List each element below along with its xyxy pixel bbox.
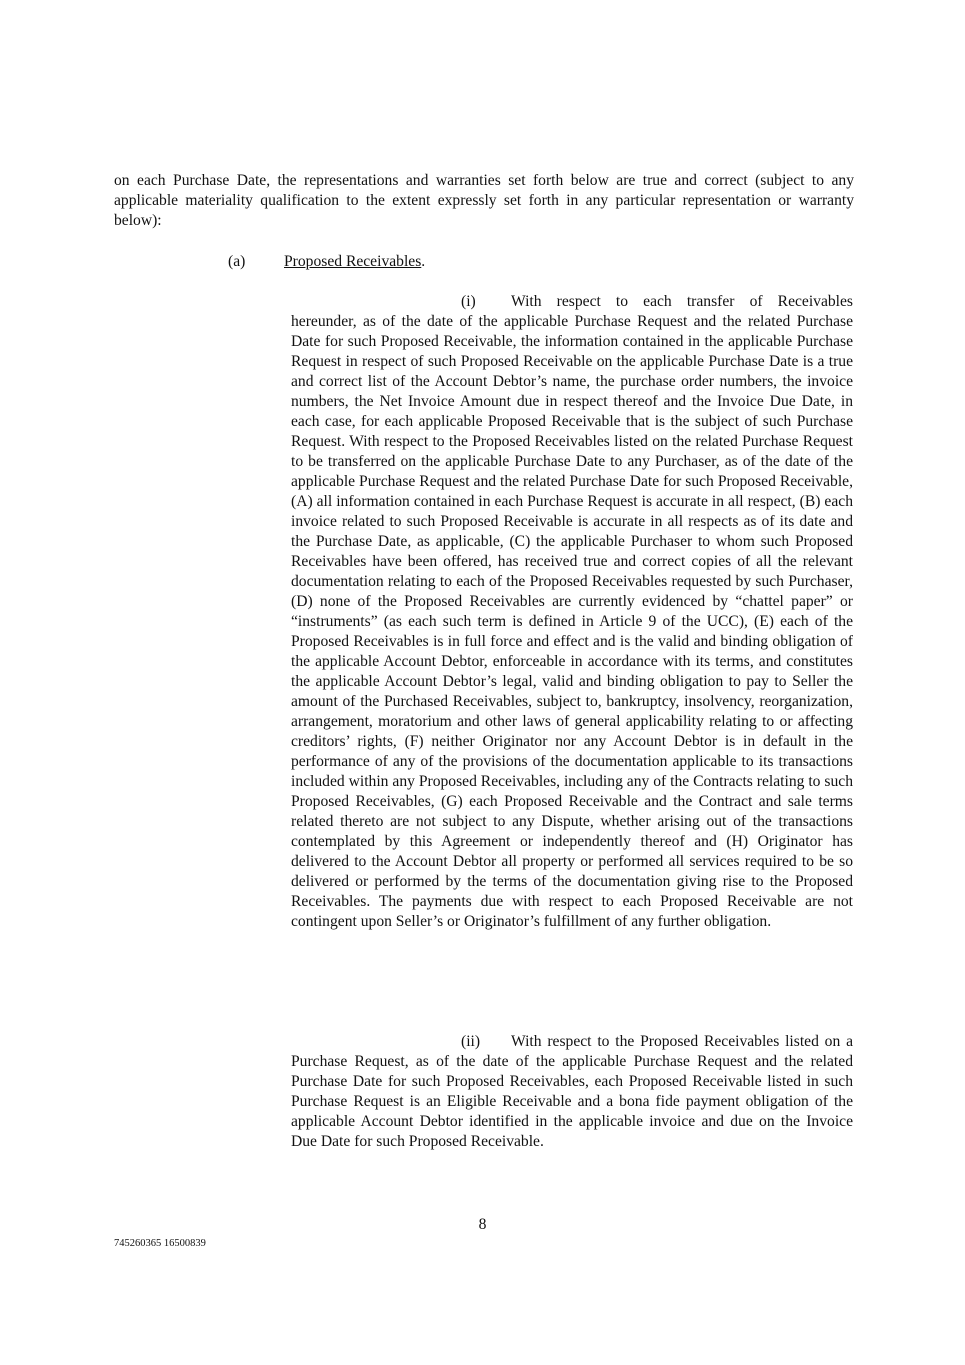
- paragraph-i-number: (i): [461, 293, 476, 310]
- paragraph-ii-number: (ii): [461, 1033, 481, 1050]
- paragraph-ii-text: With respect to the Proposed Receivables listed on a Purchase Request, as of the date of the applicable Purchase Request and the related Purchase Date for such Proposed Receivables, each Proposed Receivable listed in such Purchase Request is an Eligible Receivable and a bona fide payment obligation of the applicable Account Debtor identified in the applicable invoice and due on the Invoice Due Date for such Proposed Receivable.: [291, 1033, 853, 1150]
- paragraph-i-text: With respect to each transfer of Receivables hereunder, as of the date of the applicable Purchase Request and the related Purchase Date for such Proposed Receivable, the information contained in the applicable Purchase Request in respect of such Proposed Receivable on the applicable Purchase Date is a true and correct list of the Account Debtor’s name, the purchase order numbers, the invoice numbers, the Net Invoice Amount due in respect thereof and the Invoice Due Date, in each case, for each applicable Proposed Receivable that is the subject of such Purchase Request. With respect to the Proposed Receivables listed on the related Purchase Request to be transferred on the applicable Purchase Date to any Purchaser, as of the date of the applicable Purchase Request and the related Purchase Date for such Proposed Receivable, (A) all information contained in each Purchase Request is accurate in all respect, (B) each invoice related to such Proposed Receivable is accurate in all respects as of its date and the Purchase Date, as applicable, (C) the applicable Purchaser to whom such Proposed Receivables have been offered, has received true and correct copies of all the relevant documentation relating to each of the Proposed Receivables requested by such Purchaser, (D) none of the Proposed Receivables are currently evidenced by “chattel paper” or “instruments” (as each such term is defined in Article 9 of the UCC), (E) each of the Proposed Receivables is in full force and effect and is the valid and binding obligation of the applicable Account Debtor, enforceable in accordance with its terms, and constitutes the applicable Account Debtor’s legal, valid and binding obligation to pay to Seller the amount of the Purchased Receivables, subject to, bankruptcy, insolvency, reorganization, arrangement, moratorium and other laws of general applicability relating to or affecting creditors’ rights, (F) neither Originator nor any Account Debtor is in default in the performance of any of the provisions of the documentation applicable to its transactions included within any Proposed Receivables, including any of the Contracts relating to such Proposed Receivables, (G) each Proposed Receivable and the Contract and sale terms related thereto are not subject to any Dispute, whether arising out of the transactions contemplated by this Agreement or independently thereof and (H) Originator has delivered to the Account Debtor all property or performed all services required to be so delivered or performed by the terms of the documentation giving rise to the Proposed Receivables. The payments due with respect to each Proposed Receivable are not contingent upon Seller’s or Originator’s fulfillment of any further obligation.: [291, 293, 853, 930]
- document-id: 745260365 16500839: [114, 1238, 206, 1249]
- paragraph-ii: [291, 1032, 853, 1152]
- section-a-heading: [228, 252, 425, 272]
- section-a-number: (a): [228, 253, 246, 270]
- paragraph-i: [291, 292, 853, 932]
- section-a-title: Proposed Receivables: [284, 253, 422, 270]
- section-a-period: .: [421, 253, 426, 270]
- intro-paragraph: on each Purchase Date, the representations and warranties set forth below are true and correct (subject to any applicable materiality qualification to the extent expressly set forth in any particular representation or warranty below):: [114, 172, 854, 229]
- page-number: 8: [478, 1216, 487, 1233]
